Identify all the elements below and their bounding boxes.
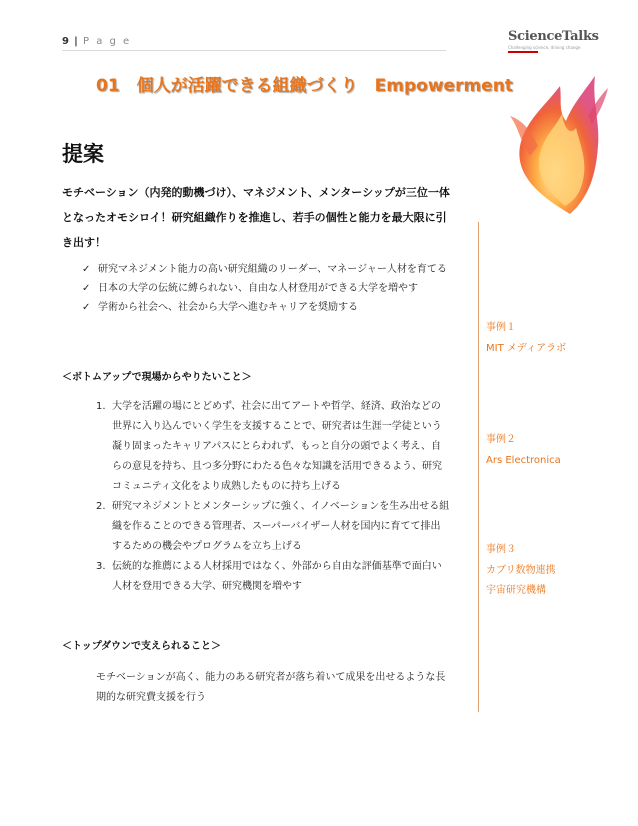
page-number: 9 | P a g e <box>62 36 132 47</box>
list-item: ✓ 研究マネジメント能力の高い研究組織のリーダー、マネージャー人材を育てる <box>82 260 454 279</box>
proposal-heading: 提案 <box>62 142 104 166</box>
checkmark-icon: ✓ <box>82 302 91 313</box>
list-item: 2. 研究マネジメントとメンターシップに強く、イノベーションを生み出せる組織を作ることのできる管理者、スーパーバイザー人材を国内に育てて排出するための機会やプログラムを立ち上げる <box>96 501 450 552</box>
top-down-text: モチベーションが高く、能力のある研究者が落ち着いて成果を出せるような長期的な研究費支援を行う <box>96 672 446 703</box>
proposal-lead: モチベーション（内発的動機づけ）、マネジメント、メンターシップが三位一体となったオモシロイ！研究組織作りを推進し、若手の個性と能力を最大限に引き出す！ <box>62 186 450 249</box>
brand-logo: ScienceTalks Challenging science, driving change <box>508 29 582 53</box>
list-item: ✓ 学術から社会へ、社会から大学へ進むキャリアを奨励する <box>82 298 454 317</box>
list-item: 3. 伝統的な推薦による人材採用ではなく、外部から自由な評価基準で面白い人材を登用できる大学、研究機関を増やす <box>96 561 442 592</box>
header-rule <box>62 50 446 51</box>
page-title: 01 個人が活躍できる組織づくり Empowerment <box>96 76 513 96</box>
bottom-up-heading: ＜ボトムアップで現場からやりたいこと＞ <box>62 372 252 383</box>
case-1: 事例１ MIT メディアラボ <box>486 322 567 354</box>
list-item: ✓ 日本の大学の伝統に縛られない、自由な人材登用ができる大学を増やす <box>82 279 454 298</box>
check-list <box>82 260 454 317</box>
numbered-list <box>96 397 450 597</box>
list-item: 1. 大学を活躍の場にとどめず、社会に出てアートや哲学、経済、政治などの世界に入り込んでいく学生を支援することで、研究者は生涯一学徒という凝り固まったキャリアパスにとらわれず、もっと自分の頭でよく考え、自らの意見を持ち、且つ多分野にわたる色々な知識を活用できるよう、研究コミュニティ文化をより成熟したものに持ち上げる <box>96 401 442 492</box>
checkmark-icon: ✓ <box>82 283 91 294</box>
case-2: 事例２ Ars Electronica <box>486 434 561 466</box>
case-3: 事例３ カブリ数物連携 宇宙研究機構 <box>486 544 556 596</box>
checkmark-icon: ✓ <box>82 264 91 275</box>
flame-illustration <box>500 66 610 216</box>
sidebar-rule <box>478 222 479 712</box>
top-down-heading: ＜トップダウンで支えられること＞ <box>62 641 221 652</box>
